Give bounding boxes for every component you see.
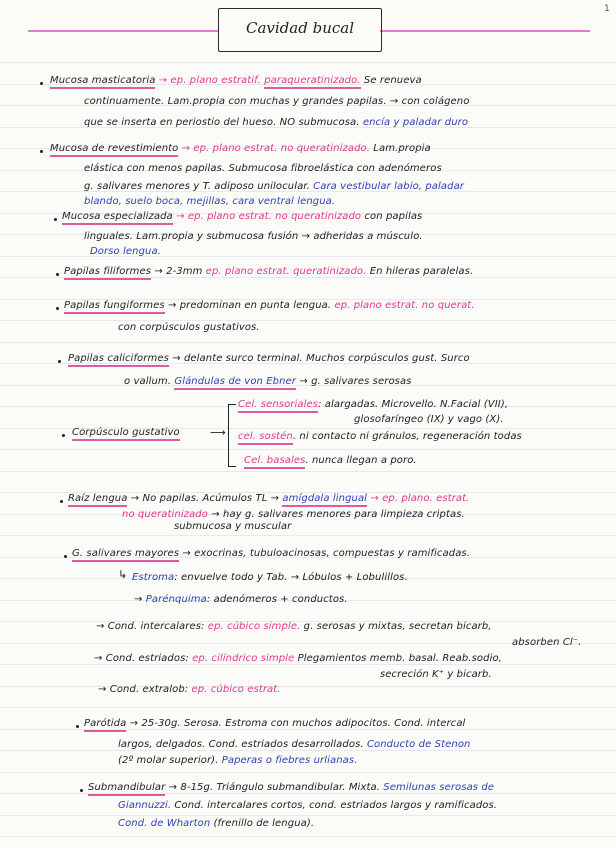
- text-span: Glándulas de von Ebner: [174, 376, 296, 390]
- text-span: Cel. sensoriales: [238, 399, 318, 413]
- heading-glandulas-mayores: G. salivares mayores: [72, 548, 179, 562]
- section-glandulas-estriados-cont: secreción K⁺ y bicarb.: [380, 669, 492, 680]
- ruled-line: [0, 342, 616, 343]
- page-number: 1: [604, 4, 610, 14]
- section-glandulas-extralob: [98, 683, 281, 697]
- heading-corpusculo-gustativo: [72, 426, 180, 440]
- text-span: Plegamientos memb. basal. Reab.sodio,: [297, 653, 502, 664]
- text-span: → No papilas. Acúmulos TL →: [130, 493, 280, 504]
- section-mucosa-especializada-line3: Dorso lengua.: [90, 246, 161, 257]
- text-span: paraqueratinizado.: [264, 75, 360, 89]
- text-span: largos, delgados. Cond. estriados desarrollados.: [118, 739, 364, 750]
- section-submandibular-line3: [118, 817, 314, 831]
- bullet: [54, 218, 57, 221]
- text-span: → exocrinas, tubuloacinosas, compuestas y ramificadas.: [182, 548, 471, 559]
- text-span: ep. cúbico simple.: [207, 621, 301, 632]
- section-glandulas-intercalares: [96, 620, 492, 634]
- text-span: Semilunas serosas de: [383, 782, 495, 793]
- text-span: no queratinizado: [122, 509, 208, 520]
- section-submandibular-line2: [118, 799, 497, 813]
- section-parotida-line2: [118, 738, 470, 752]
- arrow-icon: ⟶: [210, 426, 226, 439]
- section-papilas-fungiformes-line2: con corpúsculos gustativos.: [118, 322, 260, 333]
- ruled-line: [0, 836, 616, 837]
- text-span: Cond. de Wharton: [118, 818, 211, 829]
- bullet: [64, 555, 67, 558]
- text-span: → Cond. estriados:: [94, 653, 189, 664]
- section-mucosa-especializada-line2: linguales. Lam.propia y submucosa fusión → adheridas a músculo.: [84, 231, 423, 242]
- text-span: ep. plano estrat. no querat.: [334, 300, 475, 311]
- section-glandulas-parenquima: [134, 593, 348, 607]
- brace-tick: [228, 466, 236, 467]
- section-mucosa-masticatoria-line3: [84, 116, 468, 130]
- text-span: → ep. plano estratif.: [158, 75, 261, 86]
- text-span: g. salivares menores y T. adiposo unilocular.: [84, 181, 310, 192]
- section-glandulas-intercalares-cont: absorben Cl⁻.: [512, 637, 582, 648]
- section-mucosa-revestimiento-line4: blando, suelo boca, mejillas, cara ventral lengua.: [84, 196, 336, 207]
- text-span: : adenómeros + conductos.: [206, 594, 348, 605]
- text-span: cel. sostén: [238, 431, 293, 445]
- text-span: Corpúsculo gustativo: [72, 427, 180, 441]
- section-mucosa-especializada-line1: [62, 210, 422, 224]
- text-span: → hay g. salivares menores para limpieza criptas.: [211, 509, 465, 520]
- arrow-icon: ↳: [118, 568, 128, 581]
- text-span: ep. cilíndrico simple: [192, 653, 295, 664]
- text-span: → delante surco terminal. Muchos corpúsculos gust. Surco: [172, 353, 470, 364]
- corpusculo-cel-sensoriales-cont: glosofaríngeo (IX) y vago (X).: [354, 414, 504, 425]
- heading-papilas-caliciformes: Papilas caliciformes: [68, 353, 169, 367]
- section-mucosa-masticatoria-line1: [50, 74, 422, 88]
- text-span: con papilas: [364, 211, 423, 222]
- text-span: → ep. plano estrat. no queratinizado.: [181, 143, 371, 154]
- heading-raiz-lengua: Raíz lengua: [68, 493, 127, 507]
- section-papilas-fungiformes-line1: [64, 299, 475, 313]
- text-span: → 25-30g. Serosa. Estroma con muchos adipocitos. Cond. intercal: [129, 718, 466, 729]
- text-span: → predominan en punta lengua.: [167, 300, 332, 311]
- heading-papilas-fungiformes: Papilas fungiformes: [64, 300, 165, 314]
- heading-mucosa-revestimiento: Mucosa de revestimiento: [50, 143, 178, 157]
- section-parotida-line1: [84, 717, 465, 731]
- text-span: → ep. plano. estrat.: [370, 493, 470, 504]
- text-span: g. serosas y mixtas, secretan bicarb,: [303, 621, 492, 632]
- text-span: Lam.propia: [373, 143, 431, 154]
- text-span: Giannuzzi.: [118, 800, 172, 811]
- text-span: → Cond. extralob:: [98, 684, 189, 695]
- title-underline-left: [28, 30, 218, 32]
- text-span: Cel. basales: [244, 455, 305, 469]
- text-span: Conducto de Stenon: [366, 739, 471, 750]
- text-span: : alargadas. Microvello. N.Facial (VII),: [318, 399, 509, 410]
- corpusculo-cel-sensoriales: [238, 398, 508, 412]
- section-submandibular-line1: [88, 781, 494, 795]
- section-glandulas-mayores-line1: [72, 547, 470, 561]
- text-span: Cond. intercalares cortos, cond. estriados largos y ramificados.: [174, 800, 498, 811]
- bullet: [40, 82, 43, 85]
- text-span: ep. cúbico estrat.: [191, 684, 281, 695]
- text-span: Paperas o fiebres urlianas.: [221, 755, 358, 766]
- bullet: [56, 273, 59, 276]
- bullet: [60, 500, 63, 503]
- text-span: → 8-15g. Triángulo submandibular. Mixta.: [168, 782, 380, 793]
- section-papilas-caliciformes-line2: [124, 375, 412, 389]
- bullet: [62, 434, 65, 437]
- ruled-line: [0, 62, 616, 63]
- text-span: (frenillo de lengua).: [213, 818, 315, 829]
- text-span: → g. salivares serosas: [299, 376, 412, 387]
- text-span: Parénquima: [145, 594, 207, 605]
- title-underline-right: [380, 30, 590, 32]
- section-glandulas-estriados: [94, 652, 502, 666]
- ruled-line: [0, 772, 616, 773]
- text-span: → 2-3mm: [154, 266, 203, 277]
- text-span: o vallum.: [124, 376, 172, 387]
- text-span: Se renueva: [363, 75, 422, 86]
- heading-mucosa-masticatoria: Mucosa masticatoria: [50, 75, 155, 89]
- section-raiz-lengua-line1: [68, 492, 469, 506]
- section-papilas-filiformes-line1: [64, 265, 473, 279]
- ruled-line: [0, 535, 616, 536]
- ruled-line: [0, 707, 616, 708]
- heading-papilas-filiformes: Papilas filiformes: [64, 266, 151, 280]
- section-glandulas-estroma: [132, 571, 408, 585]
- text-span: encía y paladar duro: [362, 117, 469, 128]
- section-mucosa-masticatoria-line2: continuamente. Lam.propia con muchas y grandes papilas. → con colágeno: [84, 96, 470, 107]
- heading-mucosa-especializada: Mucosa especializada: [62, 211, 173, 225]
- section-mucosa-revestimiento-line3: [84, 180, 464, 194]
- text-span: → Cond. intercalares:: [96, 621, 205, 632]
- ruled-line: [0, 320, 616, 321]
- text-span: amígdala lingual: [282, 493, 367, 507]
- bullet: [76, 725, 79, 728]
- text-span: Estroma: [132, 572, 175, 583]
- page-title: Cavidad bucal: [245, 19, 354, 37]
- text-span: . nunca llegan a poro.: [305, 455, 417, 466]
- section-parotida-line3: [118, 754, 357, 768]
- text-span: Cara vestibular labio, paladar: [313, 181, 465, 192]
- section-raiz-lengua-line3: submucosa y muscular: [174, 521, 292, 532]
- ruled-line: [0, 686, 616, 687]
- ruled-line: [0, 815, 616, 816]
- ruled-line: [0, 471, 616, 472]
- bullet: [80, 789, 83, 792]
- text-span: ep. plano estrat. queratinizado.: [205, 266, 367, 277]
- brace-tick: [228, 404, 236, 405]
- section-papilas-caliciformes-line1: [68, 352, 470, 366]
- bullet: [56, 307, 59, 310]
- ruled-line: [0, 449, 616, 450]
- corpusculo-cel-sosten: [238, 430, 522, 444]
- text-span: En hileras paralelas.: [369, 266, 474, 277]
- text-span: : envuelve todo y Tab. → Lóbulos + Lobulillos.: [174, 572, 408, 583]
- title-box: [218, 8, 382, 52]
- section-mucosa-revestimiento-line1: [50, 142, 431, 156]
- bullet: [58, 360, 61, 363]
- heading-parotida: Parótida: [84, 718, 126, 732]
- heading-submandibular: Submandibular: [88, 782, 165, 796]
- corpusculo-cel-basales: [244, 454, 417, 468]
- section-mucosa-revestimiento-line2: elástica con menos papilas. Submucosa fibroelástica con adenómeros: [84, 163, 442, 174]
- text-span: → ep. plano estrat. no queratinizado: [176, 211, 362, 222]
- text-span: →: [134, 594, 146, 605]
- text-span: que se inserta en periostio del hueso. NO submucosa.: [84, 117, 360, 128]
- text-span: (2º molar superior).: [118, 755, 219, 766]
- bullet: [40, 150, 43, 153]
- text-span: . ni contacto ni gránulos, regeneración todas: [292, 431, 522, 442]
